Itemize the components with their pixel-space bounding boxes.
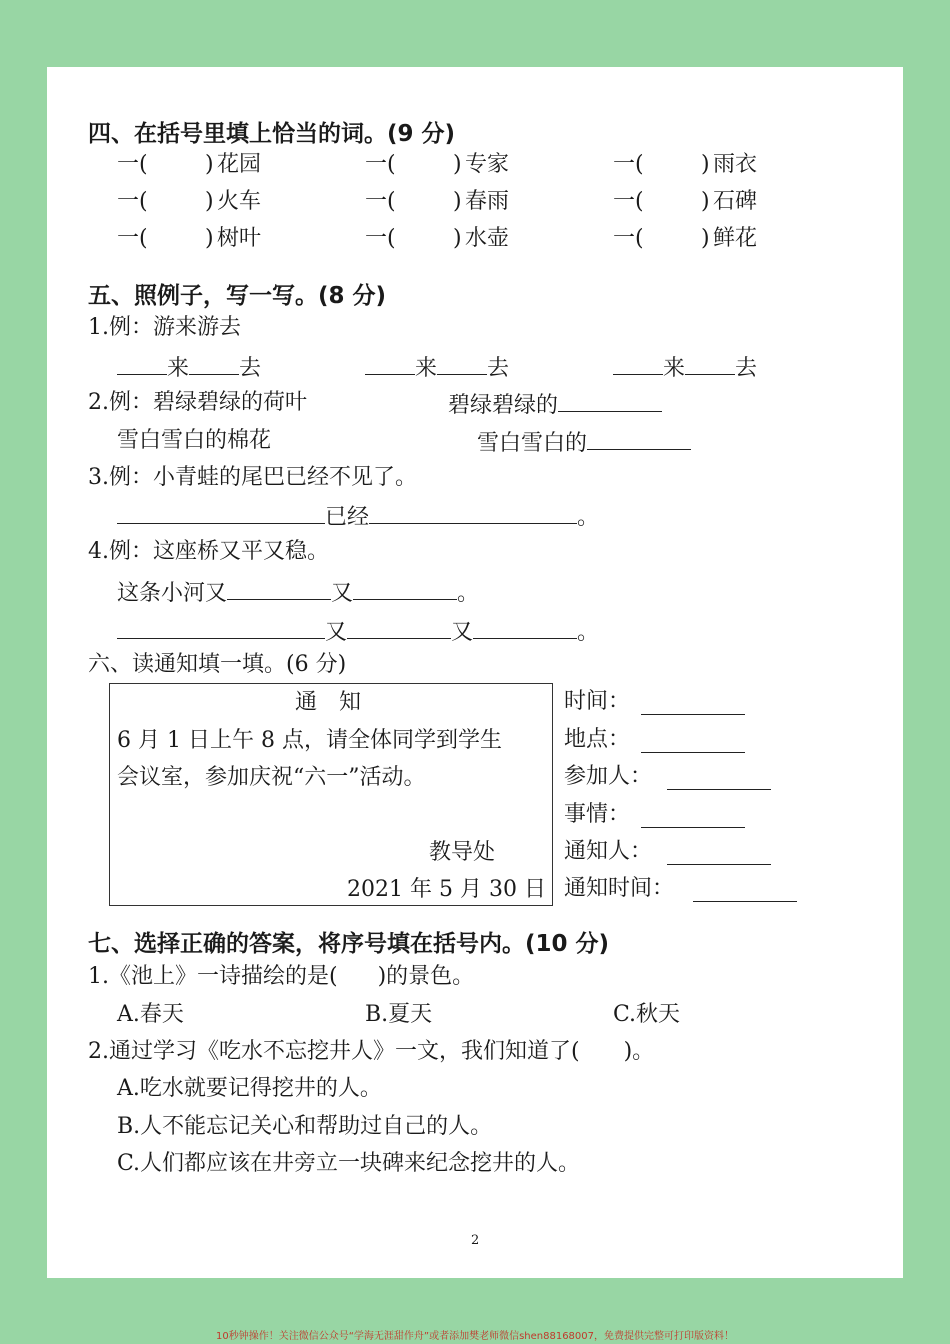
section7-title: 七、选择正确的答案，将序号填在括号内。(10 分) — [88, 931, 610, 957]
target-word: 树叶 — [217, 226, 262, 251]
q4-blank4[interactable] — [347, 616, 451, 639]
q1-qu: 去 — [735, 356, 758, 381]
paren-close: ) — [453, 226, 462, 251]
notice-field-blank[interactable] — [667, 842, 771, 865]
s7-q1-stem-a: 1.《池上》一诗描绘的是( — [88, 964, 338, 989]
s7-q1-option-b[interactable]: B.夏天 — [365, 1002, 433, 1027]
notice-field-label: 参加人： — [564, 764, 653, 789]
notice-body-line1: 6 月 1 日上午 8 点，请全体同学到学生 — [117, 728, 502, 753]
paren-close: ) — [701, 189, 710, 214]
q1-blank[interactable] — [613, 352, 663, 375]
paren-close: ) — [701, 152, 710, 177]
worksheet-page — [47, 67, 903, 1278]
paren-close: ) — [205, 226, 214, 251]
q3-mid: 已经 — [325, 505, 370, 530]
q4-blank1[interactable] — [227, 577, 331, 600]
section5-title: 五、照例子，写一写。(8 分) — [88, 283, 387, 309]
q4-line2 — [117, 616, 599, 647]
notice-field-blank[interactable] — [693, 879, 797, 902]
q1-lai: 来 — [167, 356, 190, 381]
q3-blank2[interactable] — [369, 501, 577, 524]
notice-field-blank[interactable] — [667, 767, 771, 790]
blank-prefix: 一( — [613, 189, 644, 214]
notice-date: 2021 年 5 月 30 日 — [347, 877, 546, 902]
q1-blank[interactable] — [365, 352, 415, 375]
s7-q1-stem-b: )的景色。 — [377, 964, 475, 989]
blank-prefix: 一( — [365, 152, 396, 177]
q3-end: 。 — [577, 505, 600, 530]
q4-end-2: 。 — [577, 620, 600, 645]
s7-q1-option-a[interactable]: A.春天 — [117, 1002, 184, 1027]
notice-body-line2: 会议室，参加庆祝“六一”活动。 — [117, 765, 426, 790]
paren-answer-slot[interactable] — [153, 151, 203, 179]
q4-you-2: 又 — [325, 620, 348, 645]
paren-answer-slot[interactable] — [401, 188, 451, 216]
section6-title: 六、读通知填一填。(6 分) — [88, 652, 347, 677]
q4-line1 — [117, 577, 479, 608]
s7-q2-option-a[interactable]: A.吃水就要记得挖井的人。 — [117, 1076, 382, 1101]
paren-answer-slot[interactable] — [401, 151, 451, 179]
q4-end: 。 — [457, 581, 480, 606]
q1-example: 1.例：游来游去 — [88, 315, 241, 340]
q3-example: 3.例：小青蛙的尾巴已经不见了。 — [88, 465, 417, 490]
q2-blank1[interactable] — [558, 389, 662, 412]
paren-answer-slot[interactable] — [649, 225, 699, 253]
q2-prompt1 — [448, 389, 662, 420]
paren-close: ) — [701, 226, 710, 251]
q1-answer-group — [365, 352, 509, 383]
s7-q2-stem-b: )。 — [623, 1039, 655, 1064]
blank-prefix: 一( — [613, 152, 644, 177]
page-number: 2 — [471, 1233, 480, 1248]
blank-prefix: 一( — [365, 226, 396, 251]
q2-example: 2.例：碧绿碧绿的荷叶 — [88, 390, 307, 415]
q1-blank[interactable] — [437, 352, 487, 375]
blank-prefix: 一( — [117, 226, 148, 251]
q3-answer — [117, 501, 599, 532]
q4-you-3: 又 — [451, 620, 474, 645]
notice-field-label: 时间： — [564, 689, 631, 714]
target-word: 雨衣 — [713, 152, 758, 177]
q3-blank1[interactable] — [117, 501, 325, 524]
paren-answer-slot[interactable] — [649, 188, 699, 216]
target-word: 专家 — [465, 152, 510, 177]
q2-prompt1-text: 碧绿碧绿的 — [448, 393, 559, 418]
blank-prefix: 一( — [365, 189, 396, 214]
q4-blank3[interactable] — [117, 616, 325, 639]
q1-blank[interactable] — [189, 352, 239, 375]
q1-lai: 来 — [663, 356, 686, 381]
q1-answer-group — [613, 352, 757, 383]
blank-prefix: 一( — [117, 152, 148, 177]
q1-blank[interactable] — [685, 352, 735, 375]
q2-prompt2 — [477, 427, 691, 458]
paren-close: ) — [205, 152, 214, 177]
paren-answer-slot[interactable] — [153, 225, 203, 253]
q1-blank[interactable] — [117, 352, 167, 375]
q4-line1-start: 这条小河又 — [117, 581, 228, 606]
q4-example: 4.例：这座桥又平又稳。 — [88, 539, 329, 564]
notice-field-label: 通知人： — [564, 839, 653, 864]
footer-promo: 10秒钟操作！关注微信公众号“学海无涯甜作舟”或者添加樊老师微信shen88168007，免费提供完整可打印版资料！ — [215, 1331, 735, 1342]
paren-close: ) — [453, 152, 462, 177]
blank-prefix: 一( — [117, 189, 148, 214]
s7-q1-option-c[interactable]: C.秋天 — [613, 1002, 681, 1027]
blank-prefix: 一( — [613, 226, 644, 251]
target-word: 花园 — [217, 152, 262, 177]
target-word: 石碑 — [713, 189, 758, 214]
target-word: 水壶 — [465, 226, 510, 251]
notice-field-blank[interactable] — [641, 805, 745, 828]
s7-q2-stem-a: 2.通过学习《吃水不忘挖井人》一文，我们知道了( — [88, 1039, 580, 1064]
paren-answer-slot[interactable] — [401, 225, 451, 253]
target-word: 鲜花 — [713, 226, 758, 251]
paren-answer-slot[interactable] — [649, 151, 699, 179]
q1-lai: 来 — [415, 356, 438, 381]
notice-field-label: 地点： — [564, 727, 631, 752]
notice-field-label: 通知时间： — [564, 876, 675, 901]
paren-answer-slot[interactable] — [153, 188, 203, 216]
s7-q2-option-c[interactable]: C.人们都应该在井旁立一块碑来纪念挖井的人。 — [117, 1151, 581, 1176]
q2-line2: 雪白雪白的棉花 — [117, 428, 272, 453]
notice-field-label: 事情： — [564, 802, 631, 827]
q2-prompt2-text: 雪白雪白的 — [477, 431, 588, 456]
notice-field-blank[interactable] — [641, 692, 745, 715]
paren-close: ) — [205, 189, 214, 214]
notice-field-blank[interactable] — [641, 730, 745, 753]
q4-blank2[interactable] — [353, 577, 457, 600]
q4-blank5[interactable] — [473, 616, 577, 639]
q1-qu: 去 — [239, 356, 262, 381]
s7-q1-stem — [88, 963, 474, 991]
q4-you: 又 — [331, 581, 354, 606]
s7-q2-stem — [88, 1038, 654, 1066]
notice-sender: 教导处 — [429, 840, 496, 865]
section4-title: 四、在括号里填上恰当的词。(9 分) — [88, 121, 456, 147]
q1-qu: 去 — [487, 356, 510, 381]
q1-answer-group — [117, 352, 261, 383]
q2-blank2[interactable] — [587, 427, 691, 450]
target-word: 春雨 — [465, 189, 510, 214]
target-word: 火车 — [217, 189, 262, 214]
s7-q2-option-b[interactable]: B.人不能忘记关心和帮助过自己的人。 — [117, 1114, 493, 1139]
notice-heading: 通 知 — [295, 690, 362, 715]
paren-close: ) — [453, 189, 462, 214]
